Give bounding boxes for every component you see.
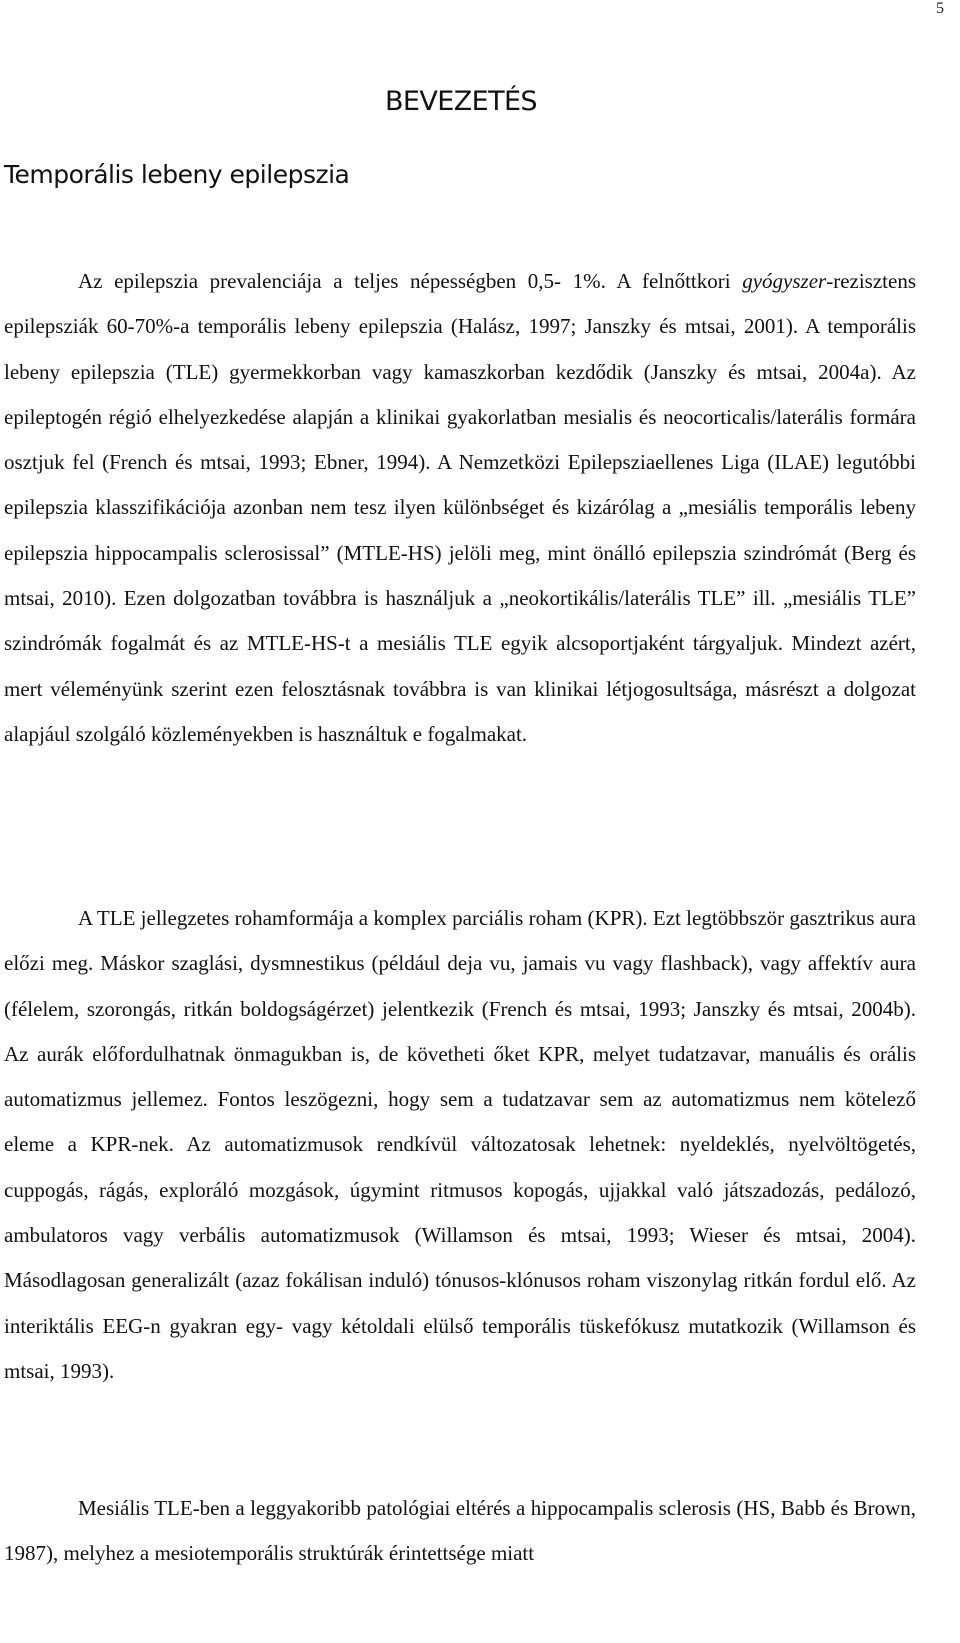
chapter-title: BEVEZETÉS [385, 86, 537, 117]
paragraph-text-rest: -rezisztens epilepsziák 60-70%-a temporális lebeny epilepszia (Halász, 1997; Janszky és mtsai, 2001). A temporális lebeny epilepszia (TLE) gyermekkorban vagy kamaszkorban kezdődik (Janszky és mtsai, 2004a). Az epileptogén régió elhelyezkedése alapján a klinikai gyakorlatban mesialis és neocorticalis/laterális formára osztjuk fel (French és mtsai, 1993; Ebner, 1994). A Nemzetközi Epilepsziaellenes Liga (ILAE) legutóbbi epilepszia klasszifikációja azonban nem tesz ilyen különbséget és kizárólag a „mesiális temporális lebeny epilepszia hippocampalis sclerosissal” (MTLE-HS) jelöli meg, mint önálló epilepszia szindrómát (Berg és mtsai, 2010). Ezen dolgozatban továbbra is használjuk a „neokortikális/laterális TLE” ill. „mesiális TLE” szindrómák fogalmát és az MTLE-HS-t a mesiális TLE egyik alcsoportjaként tárgyaljuk. Mindezt azért, mert véleményünk szerint ezen felosztásnak továbbra is van klinikai létjogosultsága, másrészt a dolgozat alapjául szolgáló közleményekben is használtuk e fogalmakat. [4, 269, 916, 746]
paragraph-text: A TLE jellegzetes rohamformája a komplex parciális roham (KPR). Ezt legtöbbször gasztrikus aura előzi meg. Máskor szaglási, dysmnestikus (például deja vu, jamais vu vagy flashback), vagy affektív aura (félelem, szorongás, ritkán boldogságérzet) jelentkezik (French és mtsai, 1993; Janszky és mtsai, 2004b). Az aurák előfordulhatnak önmagukban is, de követheti őket KPR, melyet tudatzavar, manuális és orális automatizmus jellemez. Fontos leszögezni, hogy sem a tudatzavar sem az automatizmus nem kötelező eleme a KPR-nek. Az automatizmusok rendkívül változatosak lehetnek: nyeldeklés, nyelvöltögetés, cuppogás, rágás, exploráló mozgások, úgymint ritmusos kopogás, ujjakkal való játszadozás, pedálozó, ambulatoros vagy verbális automatizmusok (Willamson és mtsai, 1993; Wieser és mtsai, 2004). Másodlagosan generalizált (azaz fokálisan induló) tónusos-klónusos roham viszonylag ritkán fordul elő. Az interiktális EEG-n gyakran egy- vagy kétoldali elülső temporális tüskefókusz mutatkozik (Willamson és mtsai, 1993). [4, 906, 916, 1383]
paragraph-text [4, 259, 916, 757]
paragraph-pathology [4, 1486, 916, 1577]
page-number: 5 [936, 0, 944, 17]
paragraph-text: Mesiális TLE-ben a leggyakoribb patológiai eltérés a hippocampalis sclerosis (HS, Babb és Brown, 1987), melyhez a mesiotemporális struktúrák érintettsége miatt [4, 1496, 916, 1566]
paragraph-prevalence [4, 259, 916, 757]
paragraph-seizure-forms [4, 896, 916, 1394]
paragraph-text-lead: Az epilepszia prevalenciája a teljes népességben 0,5- 1%. A felnőttkori [78, 269, 743, 293]
section-title: Temporális lebeny epilepszia [4, 160, 350, 189]
italic-term: gyógyszer [742, 269, 827, 293]
